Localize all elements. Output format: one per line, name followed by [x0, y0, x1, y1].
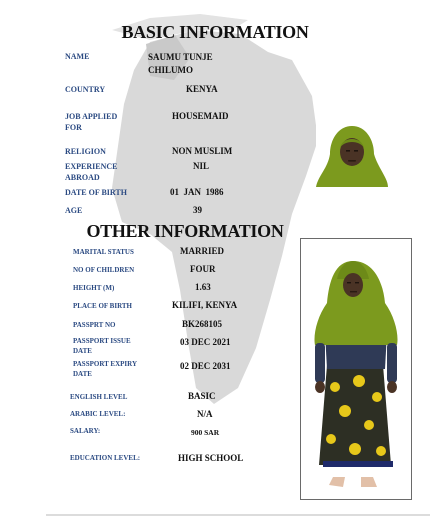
english-level-label: ENGLISH LEVEL	[70, 393, 128, 401]
arabic-level-value: N/A	[197, 409, 213, 419]
dob-value: 01 JAN 1986	[170, 187, 224, 197]
country-label: COUNTRY	[65, 85, 106, 94]
age-value: 39	[193, 205, 202, 215]
height-label: HEIGHT (M)	[73, 284, 115, 292]
passport-expiry-value: 02 DEC 2031	[180, 361, 231, 371]
dob-label: DATE OF BIRTH	[65, 188, 127, 197]
marital-status-label: MARITAL STATUS	[73, 248, 134, 256]
marital-status-value: MARRIED	[180, 246, 224, 256]
age-label: AGE	[65, 206, 83, 215]
candidate-portrait-photo	[316, 124, 388, 187]
religion-value: NON MUSLIM	[172, 146, 233, 156]
children-value: FOUR	[190, 264, 216, 274]
country-value: KENYA	[186, 84, 218, 94]
religion-label: RELIGION	[65, 147, 106, 156]
name-value: SAUMU TUNJE CHILUMO	[148, 52, 213, 75]
height-value: 1.63	[195, 282, 211, 292]
education-level-value: HIGH SCHOOL	[178, 453, 244, 463]
job-applied-label: JOB APPLIED FOR	[65, 112, 118, 132]
experience-value: NIL	[193, 161, 210, 171]
birthplace-value: KILIFI, KENYA	[172, 300, 238, 310]
salary-label: SALARY:	[70, 427, 101, 435]
basic-information-title: BASIC INFORMATION	[121, 22, 309, 42]
candidate-full-body-photo	[300, 238, 412, 500]
arabic-level-label: ARABIC LEVEL:	[70, 410, 126, 418]
children-label: NO OF CHILDREN	[73, 266, 135, 274]
job-applied-value: HOUSEMAID	[172, 111, 229, 121]
passport-issue-label: PASSPORT ISSUE DATE	[73, 337, 131, 355]
passport-no-label: PASSPRT NO	[73, 321, 116, 329]
passport-expiry-label: PASSPORT EXPIRY DATE	[73, 360, 137, 378]
english-level-value: BASIC	[188, 391, 216, 401]
education-level-label: EDUCATION LEVEL:	[70, 454, 141, 462]
salary-value: 900 SAR	[191, 428, 220, 437]
passport-issue-value: 03 DEC 2021	[180, 337, 231, 347]
passport-no-value: BK268105	[182, 319, 223, 329]
birthplace-label: PLACE OF BIRTH	[73, 302, 133, 310]
other-information-title: OTHER INFORMATION	[86, 221, 284, 241]
experience-label: EXPERIENCE ABROAD	[65, 162, 118, 182]
name-label: NAME	[65, 52, 90, 61]
